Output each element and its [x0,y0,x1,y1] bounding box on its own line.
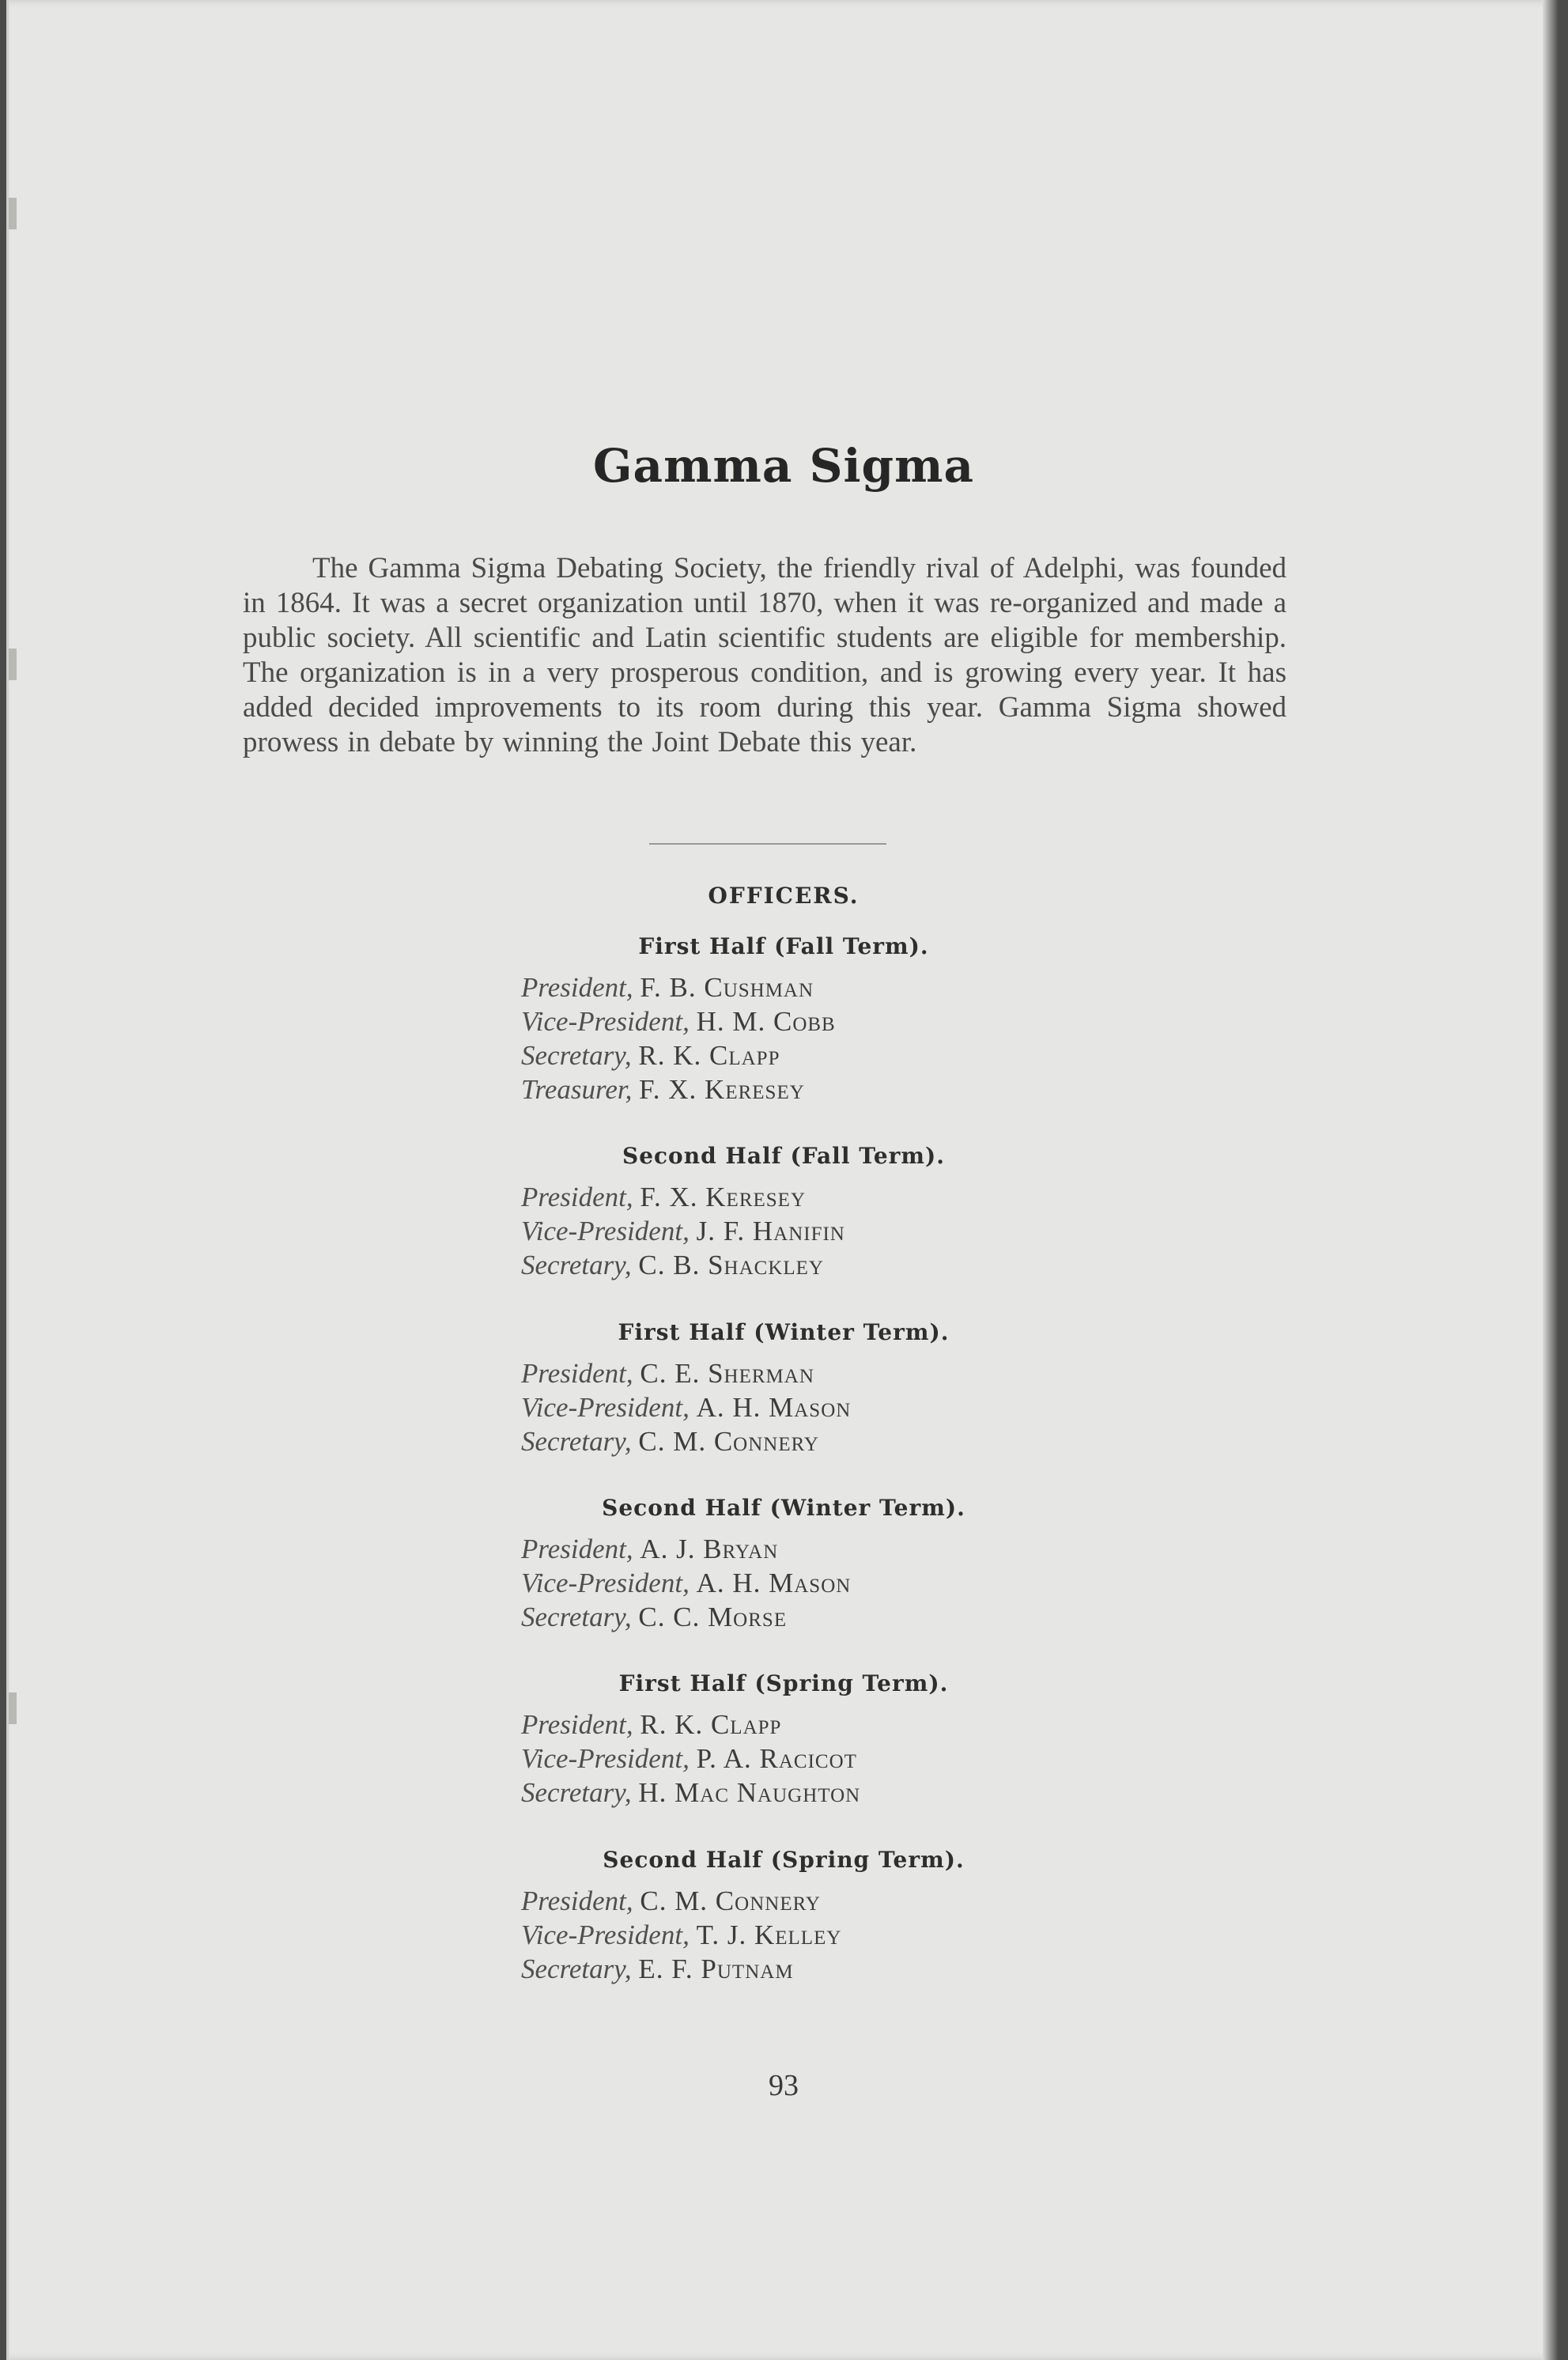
officer-row [521,1600,1559,1634]
page-number: 93 [769,2069,799,2102]
term-title: Second Half (Spring Term). [603,1847,965,1873]
term-title: First Half (Spring Term). [618,1670,949,1696]
officer-row [521,1004,1559,1038]
officer-role: Vice-President, [521,1743,690,1774]
officer-name: F. X. Keresey [640,1182,807,1212]
officer-role: Secretary, [521,1426,632,1457]
officer-name: P. A. Racicot [696,1743,857,1774]
officer-name: R. K. Clapp [640,1709,782,1740]
officer-name: C. M. Connery [640,1885,821,1916]
officer-role: President, [521,1358,633,1389]
officer-name: H. Mac Naughton [638,1777,861,1808]
officer-role: President, [521,1885,633,1916]
officer-row [521,1424,1559,1458]
officer-name: A. J. Bryan [640,1534,779,1564]
officer-name: C. E. Sherman [640,1358,814,1389]
officer-name: J. F. Hanifin [696,1216,845,1246]
book-page [6,0,1559,2360]
officer-term [9,1847,1559,1986]
officer-name: C. C. Morse [638,1602,788,1632]
officer-role: Vice-President, [521,1006,690,1037]
officer-role: Secretary, [521,1953,632,1984]
page-title: Gamma Sigma [592,439,975,493]
officer-row [521,1566,1559,1600]
officer-role: Secretary, [521,1040,632,1071]
officer-row [521,1708,1559,1742]
officer-role: President, [521,972,633,1003]
officer-role: Vice-President, [521,1919,690,1950]
officer-term [9,1319,1559,1458]
officers-heading: OFFICERS. [708,883,860,909]
officer-row [521,1180,1559,1214]
officer-role: Vice-President, [521,1568,690,1598]
section-divider [649,843,886,845]
binding-mark [9,198,17,229]
officer-role: Vice-President, [521,1392,690,1423]
officer-term [9,933,1559,1106]
officer-row [521,1952,1559,1986]
officer-name: T. J. Kelley [696,1919,842,1950]
officer-row [521,1390,1559,1424]
officer-row [521,1918,1559,1952]
officer-role: Treasurer, [521,1074,633,1105]
officer-row [521,1884,1559,1918]
officer-name: C. M. Connery [638,1426,819,1457]
officer-name: F. B. Cushman [640,972,814,1003]
intro-paragraph: The Gamma Sigma Debating Society, the friendly rival of Adelphi, was founded in 1864. It was a secret organization until 1870, when it was re-organized and made a public society. All scientific and Latin scientific students are eligible for membership. The organization is in a very prosperous condition, and is growing every year. It has added decided improvements to its room during this year. Gamma Sigma showed prowess in debate by winning the Joint Debate this year. [243,552,1287,758]
officer-row [521,1742,1559,1776]
officer-name: R. K. Clapp [638,1040,780,1071]
officer-role: Vice-President, [521,1216,690,1246]
officer-name: C. B. Shackley [638,1250,824,1280]
officer-role: Secretary, [521,1602,632,1632]
binding-mark [9,649,17,680]
term-title: First Half (Fall Term). [638,933,929,959]
officer-name: A. H. Mason [696,1568,852,1598]
term-title: Second Half (Winter Term). [602,1495,965,1521]
officer-role: President, [521,1534,633,1564]
term-title: Second Half (Fall Term). [622,1143,946,1169]
officer-row [521,1038,1559,1072]
officer-name: F. X. Keresey [639,1074,805,1105]
officer-name: E. F. Putnam [638,1953,794,1984]
officer-row [521,1356,1559,1390]
officer-row [521,1072,1559,1106]
term-title: First Half (Winter Term). [618,1319,950,1345]
officer-row [521,1248,1559,1282]
officer-name: A. H. Mason [696,1392,852,1423]
officer-row [521,1214,1559,1248]
page-edge-shadow [1543,0,1559,2360]
officer-role: President, [521,1182,633,1212]
officer-name: H. M. Cobb [696,1006,836,1037]
officer-row [521,1776,1559,1810]
officer-term [9,1143,1559,1282]
officer-term [9,1670,1559,1810]
officer-term [9,1495,1559,1634]
officer-row [521,1532,1559,1566]
officer-role: Secretary, [521,1777,632,1808]
officer-row [521,970,1559,1004]
officer-role: Secretary, [521,1250,632,1280]
officer-role: President, [521,1709,633,1740]
